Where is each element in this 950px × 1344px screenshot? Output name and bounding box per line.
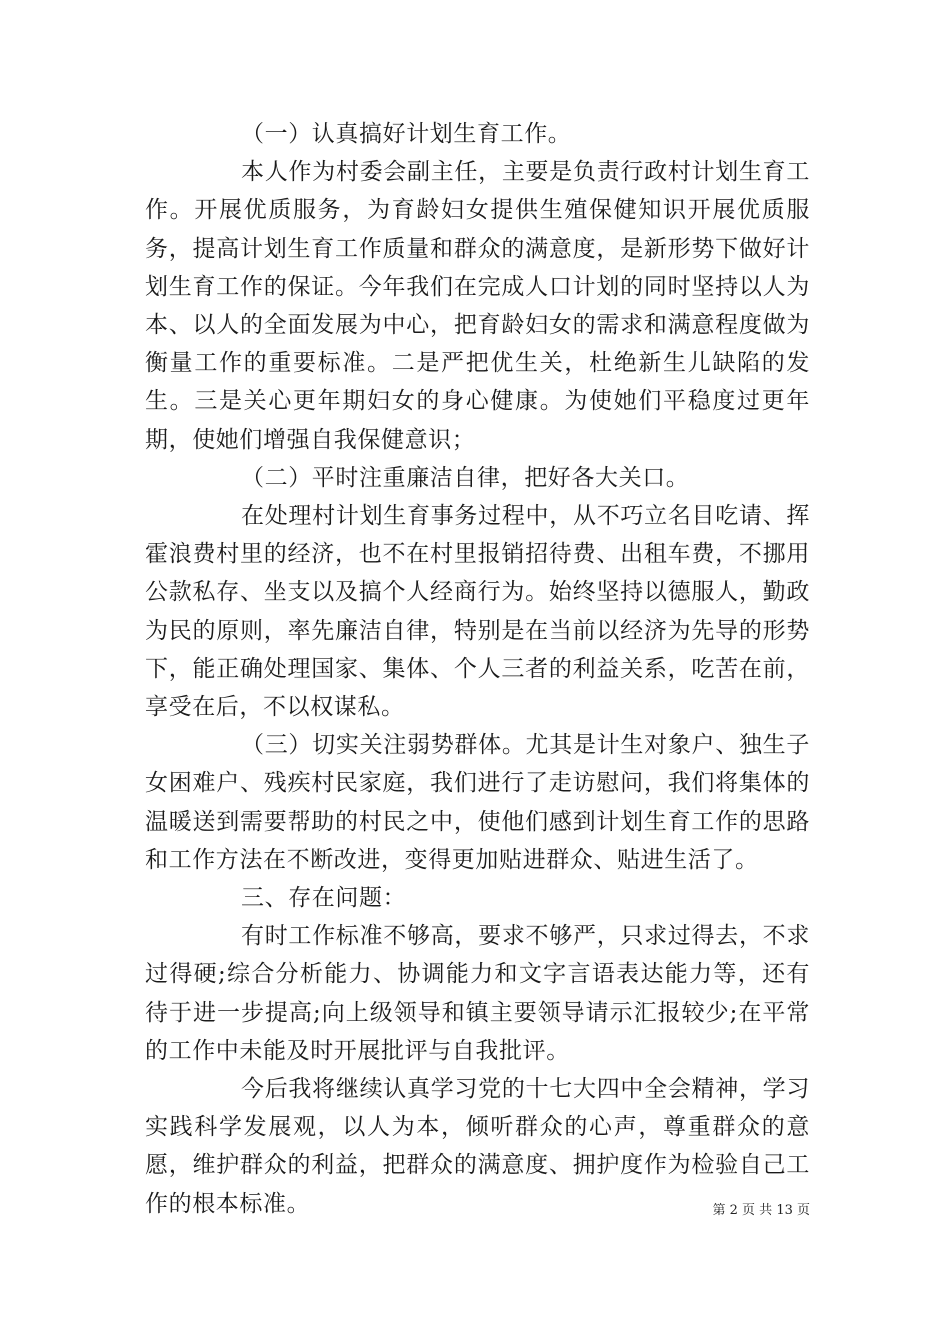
section-heading-family-planning: （一）认真搞好计划生育工作。 xyxy=(241,121,572,147)
document-body xyxy=(145,115,810,1223)
page-number-footer: 第 2 页 共 13 页 xyxy=(712,1203,810,1218)
section-heading-integrity: （二）平时注重廉洁自律，把好各大关口。 xyxy=(241,464,690,491)
paragraph-integrity: 在处理村计划生育事务过程中，从不巧立名目吃请、挥霍浪费村里的经济，也不在村里报销招待费、出租车费，不挪用公款私存、坐支以及搞个人经商行为。始终坚持以德服人，勤政为民的原则，率先廉洁自律，特别是在当前以经济为先导的形势下，能正确处理国家、集体、个人三者的利益关系，吃苦在前，享受在后，不以权谋私。 xyxy=(145,503,810,721)
paragraph-family-planning: 本人作为村委会副主任，主要是负责行政村计划生育工作。开展优质服务，为育龄妇女提供生殖保健知识开展优质服务，提高计划生育工作质量和群众的满意度，是新形势下做好计划生育工作的保证。今年我们在完成人口计划的同时坚持以人为本、以人的全面发展为中心，把育龄妇女的需求和满意程度做为衡量工作的重要标准。二是严把优生关，杜绝新生儿缺陷的发生。三是关心更年期妇女的身心健康。为使她们平稳度过更年期，使她们增强自我保健意识； xyxy=(145,159,810,453)
paragraph-vulnerable-groups: （三）切实关注弱势群体。尤其是计生对象户、独生子女困难户、残疾村民家庭，我们进行了走访慰问，我们将集体的温暖送到需要帮助的村民之中，使他们感到计划生育工作的思路和工作方法在不断改进，变得更加贴进群众、贴进生活了。 xyxy=(145,732,810,873)
section-heading-problems: 三、存在问题： xyxy=(241,885,407,912)
paragraph-future-plans: 今后我将继续认真学习党的十七大四中全会精神，学习实践科学发展观，以人为本，倾听群众的心声，尊重群众的意愿，维护群众的利益，把群众的满意度、拥护度作为检验自己工作的根本标准。 xyxy=(145,1076,810,1217)
paragraph-problems: 有时工作标准不够高，要求不够严，只求过得去，不求过得硬;综合分析能力、协调能力和文字言语表达能力等，还有待于进一步提高;向上级领导和镇主要领导请示汇报较少;在平常的工作中未能及时开展批评与自我批评。 xyxy=(145,923,810,1064)
